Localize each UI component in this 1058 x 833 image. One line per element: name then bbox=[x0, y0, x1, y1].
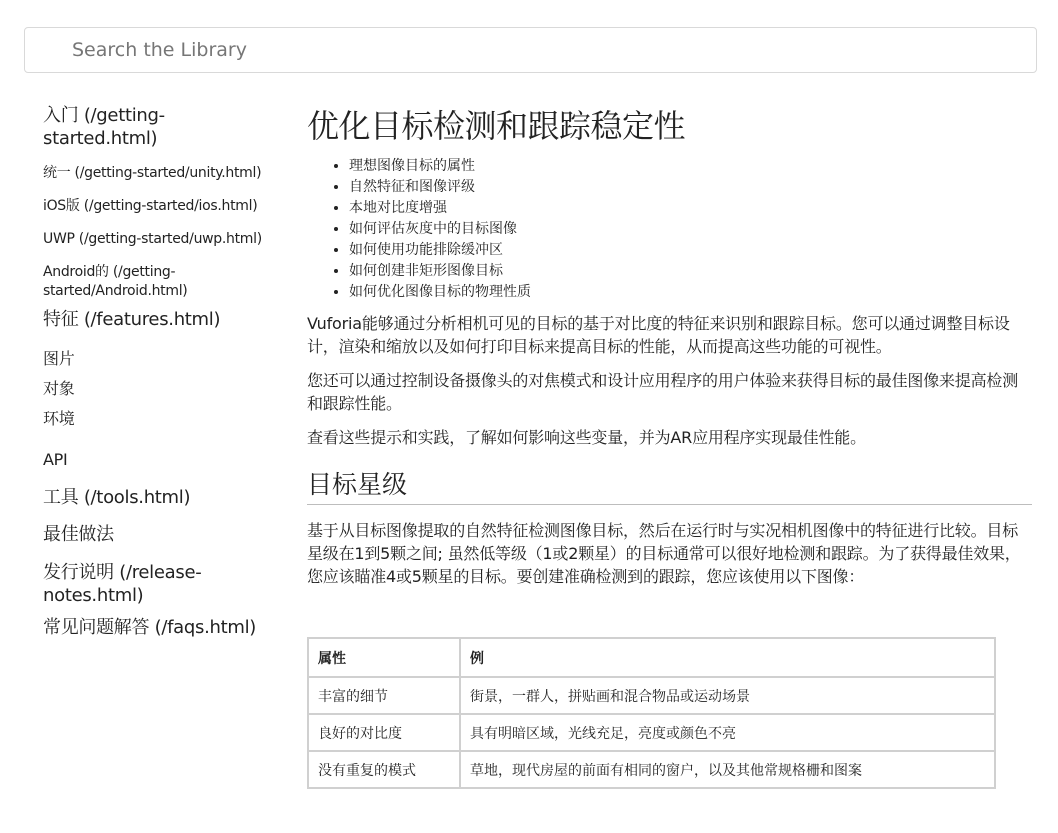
intro-paragraph: 您还可以通过控制设备摄像头的对焦模式和设计应用程序的用户体验来获得目标的最佳图像来提高检测和跟踪性能。 bbox=[307, 371, 1019, 413]
toc-item[interactable]: • 如何评估灰度中的目标图像 bbox=[349, 219, 1032, 240]
toc-item[interactable]: • 自然特征和图像评级 bbox=[349, 177, 1032, 198]
sidebar-item-tools[interactable]: 工具 (/tools.html) bbox=[43, 487, 191, 508]
sidebar-item-api[interactable]: API bbox=[43, 450, 68, 469]
toc-item[interactable]: • 如何创建非矩形图像目标 bbox=[349, 261, 1032, 282]
table-cell: 没有重复的模式 bbox=[308, 751, 460, 788]
sidebar-item-android[interactable]: Android的 (/getting-started/Android.html) bbox=[43, 264, 188, 299]
table-row bbox=[308, 677, 995, 714]
table-cell: 良好的对比度 bbox=[308, 714, 460, 751]
toc-item[interactable]: • 本地对比度增强 bbox=[349, 198, 1032, 219]
table-header-cell: 例 bbox=[460, 638, 995, 677]
main-content bbox=[307, 104, 1032, 588]
table-header-row bbox=[308, 638, 995, 677]
sidebar-item-images[interactable]: 图片 bbox=[43, 349, 75, 368]
table-of-contents bbox=[307, 156, 1032, 303]
toc-item[interactable]: • 理想图像目标的属性 bbox=[349, 156, 1032, 177]
attributes-table bbox=[307, 637, 996, 789]
intro-paragraph: Vuforia能够通过分析相机可见的目标的基于对比度的特征来识别和跟踪目标。您可以通过调整目标设计，渲染和缩放以及如何打印目标来提高目标的性能，从而提高这些功能的可视性。 bbox=[307, 314, 1010, 356]
sidebar-item-getting-started[interactable]: 入门 (/getting-started.html) bbox=[43, 105, 165, 149]
sidebar-nav bbox=[43, 104, 268, 639]
table-row bbox=[308, 751, 995, 788]
sidebar-item-uwp[interactable]: UWP (/getting-started/uwp.html) bbox=[43, 231, 262, 247]
sidebar-item-features[interactable]: 特征 (/features.html) bbox=[43, 309, 221, 330]
table-header-cell: 属性 bbox=[308, 638, 460, 677]
table-cell: 丰富的细节 bbox=[308, 677, 460, 714]
toc-item[interactable]: • 如何使用功能排除缓冲区 bbox=[349, 240, 1032, 261]
table-cell: 草地，现代房屋的前面有相同的窗户，以及其他常规格栅和图案 bbox=[460, 751, 995, 788]
table-cell: 具有明暗区域，光线充足，亮度或颜色不亮 bbox=[460, 714, 995, 751]
sidebar-item-release-notes[interactable]: 发行说明 (/release-notes.html) bbox=[43, 562, 202, 606]
table-cell: 街景，一群人，拼贴画和混合物品或运动场景 bbox=[460, 677, 995, 714]
sidebar-item-unity[interactable]: 统一 (/getting-started/unity.html) bbox=[43, 165, 262, 181]
table-row bbox=[308, 714, 995, 751]
page-title: 优化目标检测和跟踪稳定性 bbox=[307, 107, 686, 145]
search-input[interactable] bbox=[25, 28, 1036, 72]
sidebar-item-faqs[interactable]: 常见问题解答 (/faqs.html) bbox=[43, 617, 257, 638]
sidebar-item-environments[interactable]: 环境 bbox=[43, 409, 75, 428]
sidebar-item-ios[interactable]: iOS版 (/getting-started/ios.html) bbox=[43, 198, 258, 214]
section-paragraph: 基于从目标图像提取的自然特征检测图像目标，然后在运行时与实况相机图像中的特征进行比较。目标星级在1到5颗之间; 虽然低等级（1或2颗星）的目标通常可以很好地检测和跟踪。为了获得最佳效果，您应该瞄准4或5颗星的目标。要创建准确检测到的跟踪，您应该使用以下图像： bbox=[307, 521, 1021, 586]
intro-paragraph: 查看这些提示和实践，了解如何影响这些变量，并为AR应用程序实现最佳性能。 bbox=[307, 428, 866, 447]
sidebar-item-objects[interactable]: 对象 bbox=[43, 379, 75, 398]
search-box[interactable] bbox=[24, 27, 1037, 73]
section-heading: 目标星级 bbox=[307, 468, 1032, 505]
toc-item[interactable]: • 如何优化图像目标的物理性质 bbox=[349, 282, 1032, 303]
sidebar-item-best-practices[interactable]: 最佳做法 bbox=[43, 524, 114, 545]
